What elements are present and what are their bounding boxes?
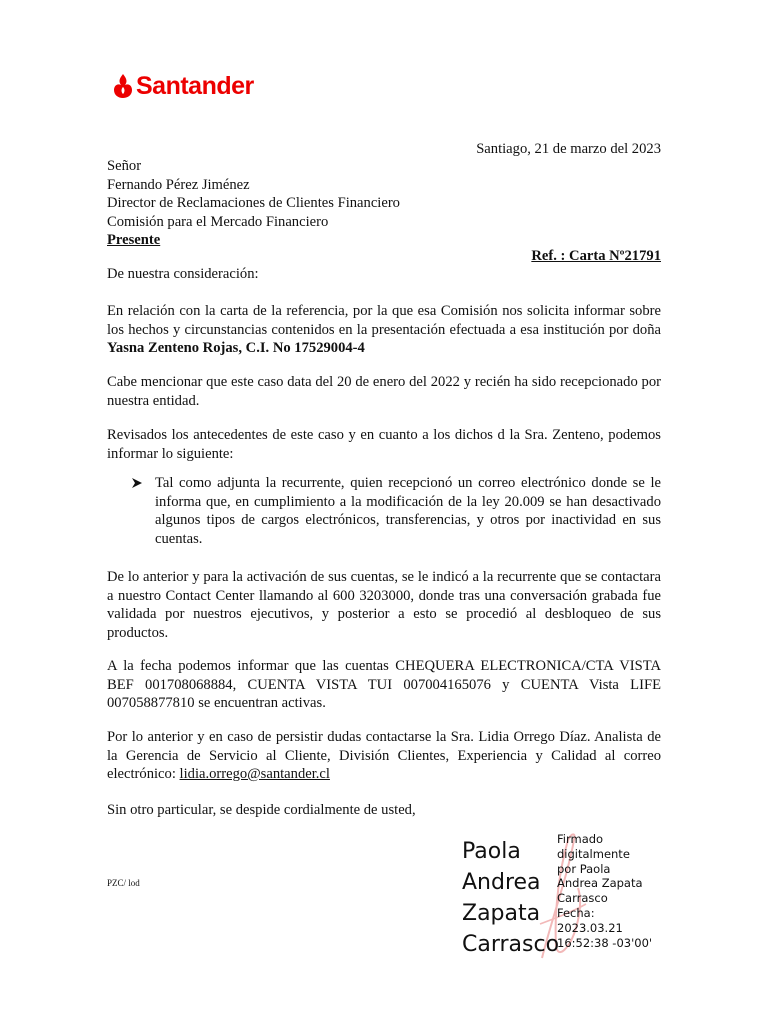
paragraph-5: A la fecha podemos informar que las cuentas CHEQUERA ELECTRONICA/CTA VISTA BEF 001708068884, CUENTA VISTA TUI 007004165076 y CUENTA Vista LIFE 007058877810 se encuentran activas. [107,658,661,711]
recipient-organization: Comisión para el Mercado Financiero [107,213,329,230]
recipient-position: Director de Reclamaciones de Clientes Financiero [107,195,400,211]
date-line: Santiago, 21 de marzo del 2023 [476,141,661,157]
paragraph-2: Cabe mencionar que este caso data del 20 de enero del 2022 y recién ha sido recepcionado por nuestra entidad. [107,374,661,409]
paragraph-6 [107,728,661,784]
claimant-name: Yasna Zenteno Rojas, C.I. No 17529004-4 [107,340,365,356]
presente-label: Presente [107,232,161,248]
signature-detail-line: digitalmente [557,846,630,861]
signature-details [557,832,652,950]
greeting: De nuestra consideración: [107,266,259,282]
paragraph-4: De lo anterior y para la activación de sus cuentas, se le indicó a la recurrente que se contactara a nuestro Contact Center llamando al 600 3203000, donde tras una conversación grabada fue validada por nuestros ejecutivos, y posterior a esto se procedió al desbloqueo de sus productos. [107,569,661,641]
signature-detail-line: Andrea Zapata [557,876,643,891]
reference-line: Ref. : Carta Nº21791 [531,248,661,264]
signature-detail-line: 2023.03.21 [557,920,623,935]
paragraph-1-text: En relación con la carta de la referencia, por la que esa Comisión nos solicita informar sobre los hechos y circunstancias contenidos en la presentación efectuada a esa institución por doña [107,303,661,338]
signature-name-line: Zapata [462,901,541,926]
signature-detail-line: Fecha: [557,905,595,920]
digital-signature [462,828,662,968]
signature-name [462,836,559,960]
bullet-text: Tal como adjunta la recurrente, quien recepcionó un correo electrónico donde se le informa que, en cumplimiento a la modificación de la ley 20.009 se han desactivado algunos tipos de cargos electrónicos, transferencias, y otros por inactividad en sus cuentas. [155,475,661,547]
flame-icon [112,73,134,99]
closing-line: Sin otro particular, se despide cordialmente de usted, [107,802,416,818]
paragraph-1 [107,302,661,358]
bullet-item [131,474,661,548]
signature-detail-line: 16:52:38 -03'00' [557,935,653,950]
recipient-name: Fernando Pérez Jiménez [107,176,250,193]
logo-text: Santander [136,71,254,100]
paragraph-6-text: Por lo anterior y en caso de persistir dudas contactarse la Sra. Lidia Orrego Díaz. Analista de la Gerencia de Servicio al Cliente, División Clientes, Experiencia y Calidad al correo electrónico: [107,729,661,782]
signature-detail-line: Carrasco [557,891,608,906]
signature-detail-line: Firmado [557,832,604,846]
signature-name-line: Paola [462,839,521,864]
contact-email-link[interactable]: lidia.orrego@santander.cl [179,766,330,782]
santander-logo [112,70,262,102]
initials: PZC/ lod [107,878,140,888]
signature-detail-line: por Paola [557,861,611,876]
salutation: Señor [107,158,142,174]
paragraph-3: Revisados los antecedentes de este caso y en cuanto a los dichos d la Sra. Zenteno, podemos informar lo siguiente: [107,427,661,462]
signature-name-line: Carrasco [462,932,560,957]
signature-name-line: Andrea [462,870,541,895]
recipient-block [107,157,400,250]
arrow-bullet-icon [131,474,155,548]
